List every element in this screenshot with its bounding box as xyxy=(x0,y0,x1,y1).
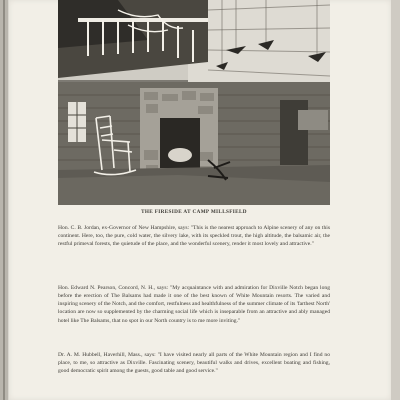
testimonial-jordan: Hon. C. B. Jordan, ex-Governor of New Hampshire, says: "This is the nearest approach to Alpine scenery of any on this continent. Here, too, the pure, cold water, the silvery lake, with its speckled trout, the high altitude, the balsamic air, the restful primeval forests, the quietude of the place, and the wonderful scenery, render it most lovely and attractive." xyxy=(58,225,330,248)
adjacent-page-edge xyxy=(0,0,8,400)
fireside-photo-illustration xyxy=(58,0,330,205)
photo-caption: THE FIRESIDE AT CAMP MILLSFIELD xyxy=(141,209,247,215)
fireside-photograph xyxy=(58,0,330,205)
testimonial-hubbell: Dr. A. M. Hubbell, Haverhill, Mass., says: "I have visited nearly all parts of the White Mountain region and I find no place, to me, so attractive as Dixville. Fascinating scenery, beautiful walks and drives, excellent boating and fishing, good democratic spirit among the guests, good table and good service." xyxy=(58,352,330,375)
page-binding-stripe xyxy=(3,0,5,400)
testimonial-pearson: Hon. Edward N. Pearson, Concord, N. H., says: "My acquaintance with and admiration for Dixville Notch began long before the erection of The Balsams had made it one of the best known of White Mountain resorts. The varied and inspiring scenery of the Notch, and the comfort, restfulness and healthfulness of the summer climate of its 'farthest North' location are now so supplemented by the charming social life which is inseparable from an attractive and ably managed hotel like The Balsams, that no spot in our North country is to me more inviting." xyxy=(58,285,330,324)
right-page-edge xyxy=(391,0,400,400)
